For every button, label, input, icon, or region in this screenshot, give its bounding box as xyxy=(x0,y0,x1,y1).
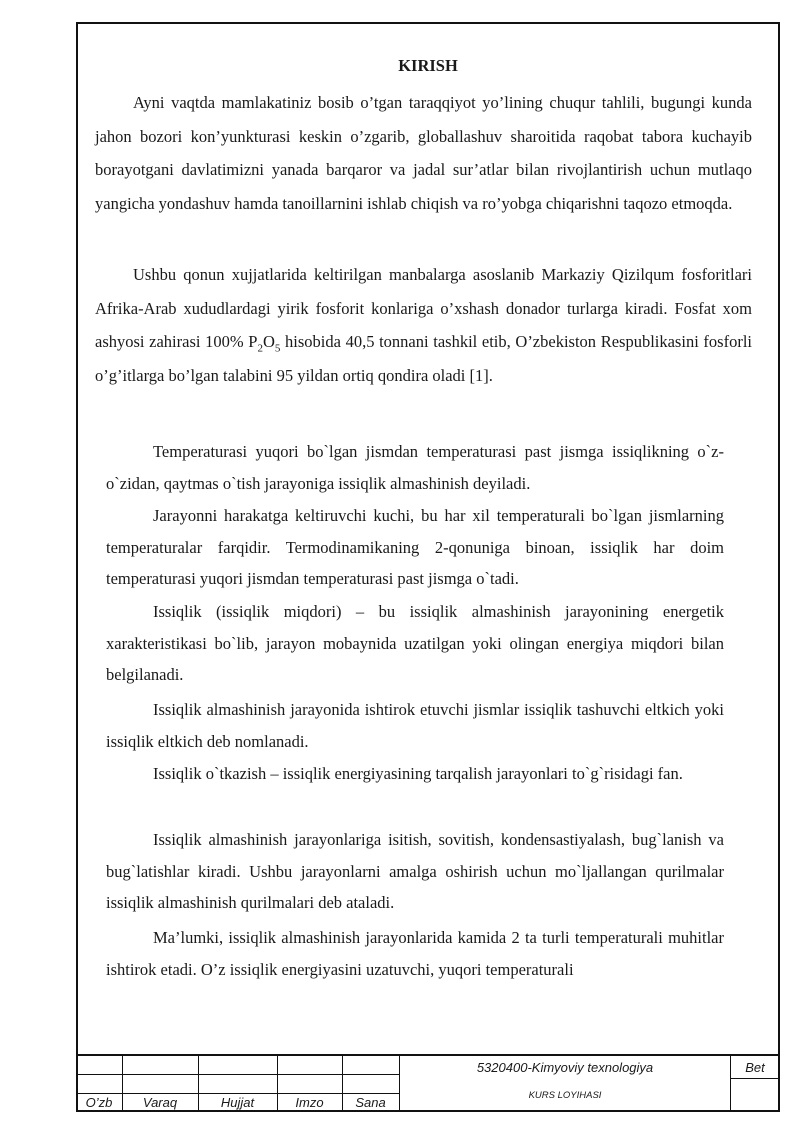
page-number-label: Bet xyxy=(745,1060,765,1075)
body-paragraph-5: Issiqlik o`tkazish – issiqlik energiyasining tarqalish jarayonlari to`g`risidagi fan. xyxy=(153,764,683,783)
stamp-label-varaq: Varaq xyxy=(142,1095,178,1110)
section-title: KIRISH xyxy=(398,56,458,75)
body-paragraph-2: Jarayonni harakatga keltiruvchi kuchi, bu har xil temperaturali bo`lgan jismlarning temperaturalar farqidir. Termodinamikaning 2-qonuniga binoan, issiqlik har doim temperaturasi yuqori jismdan temperaturasi past jismga o`tadi. xyxy=(106,506,724,588)
body-paragraph-6: Issiqlik almashinish jarayonlariga isitish, sovitish, kondensastiyalash, bug`lanish va bug`latishlar kiradi. Ushbu jarayonlarni amalga oshirish uchun mo`ljallangan qurilmalar issiqlik almashinish qurilmalari deb ataladi. xyxy=(106,830,724,912)
document-code: 5320400-Kimyoviy texnologiya xyxy=(476,1060,654,1075)
stamp-row-line xyxy=(76,1074,400,1075)
body-paragraph-3: Issiqlik (issiqlik miqdori) – bu issiqlik almashinish jarayonining energetik xarakteristikasi bo`lib, jarayon mobaynida uzatilgan yoki olingan energiya miqdori bilan belgilanadi. xyxy=(106,602,724,684)
stamp-label-sana: Sana xyxy=(355,1095,386,1110)
stamp-label-hujjat: Hujjat xyxy=(220,1095,255,1110)
intro-paragraph-1: Ayni vaqtda mamlakatiniz bosib o’tgan taraqqiyot yo’lining chuqur tahlili, bugungi kunda jahon bozori kon’yunkturasi keskin o’zgarib, globallashuv sharoitida raqobat tabora kuchayib borayotgani davlatimizni yanada barqaror va jadal sur’atlar bilan rivojlantirish uchun mutlaqo yangicha yondashuv hamda tanoillarnini ishlab chiqish va ro’yobga chiqarishni taqozo etmoqda. xyxy=(95,93,752,213)
body-paragraph-1: Temperaturasi yuqori bo`lgan jismdan temperaturasi past jismga issiqlikning o`z-o`zidan, qaytmas o`tish jarayoniga issiqlik almashinish deyiladi. xyxy=(106,442,724,493)
page-cell-line xyxy=(730,1078,780,1079)
title-block-stamp xyxy=(76,1054,780,1112)
body-paragraph-4: Issiqlik almashinish jarayonida ishtirok etuvchi jismlar issiqlik tashuvchi eltkich yoki issiqlik eltkich deb nomlanadi. xyxy=(106,700,724,751)
document-type: KURS LOYIHASI xyxy=(528,1090,602,1101)
intro-paragraph-2: Ushbu qonun xujjatlarida keltirilgan manbalarga asoslanib Markaziy Qizilqum fosforitlari Afrika-Arab xududlardagi yirik fosforit konlariga o’xshash donador turlarga kiradi. Fosfat xom ashyosi zahirasi 100% $P_2O_5$ hisobida 40,5 tonnani tashkil etib, O’zbekiston Respublikasini fosforli o’g’itlarga bo’lgan talabini 95 yildan ortiq qondira oladi [1]. xyxy=(95,265,752,385)
stamp-label-imzo: Imzo xyxy=(295,1095,324,1110)
stamp-label-ozb: O’zb xyxy=(85,1095,113,1110)
stamp-col-line xyxy=(730,1056,731,1112)
body-paragraph-7: Ma’lumki, issiqlik almashinish jarayonlarida kamida 2 ta turli temperaturali muhitlar ishtirok etadi. O’z issiqlik energiyasini uzatuvchi, yuqori temperaturali xyxy=(106,928,724,979)
